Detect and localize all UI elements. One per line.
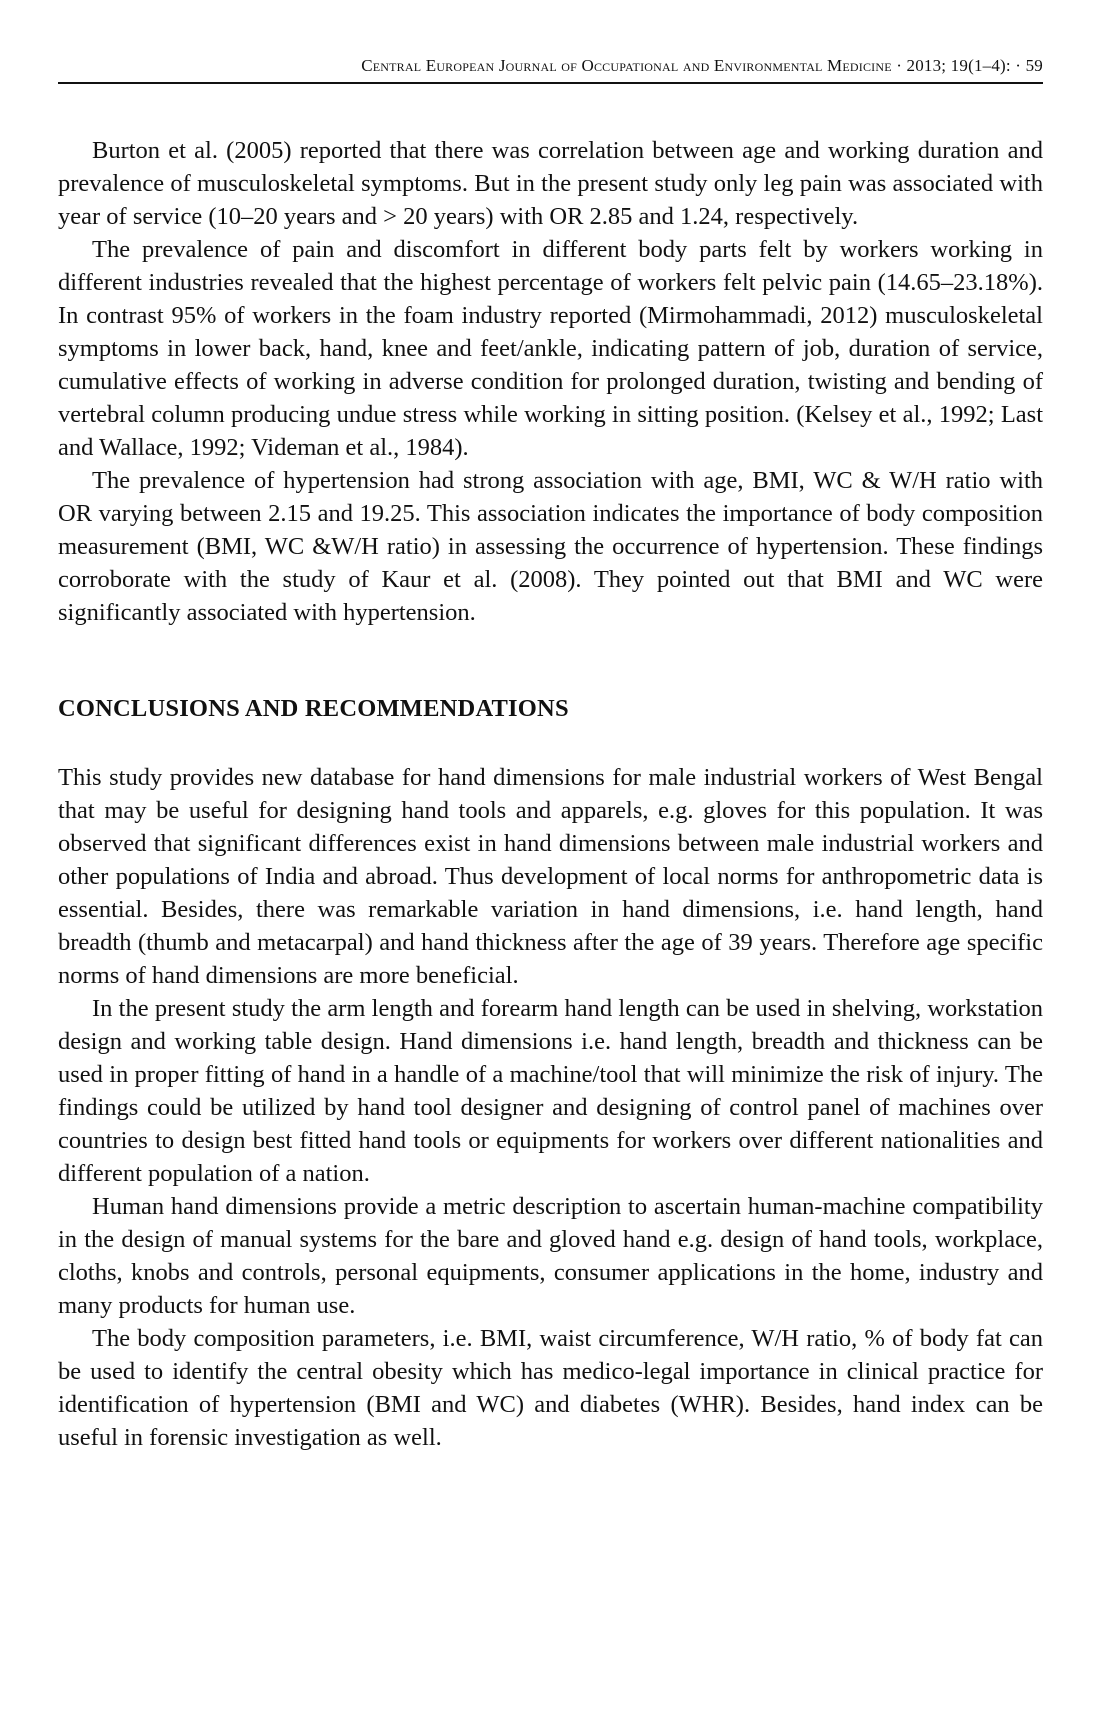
section-heading: CONCLUSIONS AND RECOMMENDATIONS xyxy=(58,695,569,722)
conclusion-paragraph: In the present study the arm length and forearm hand length can be used in shelving, workstation design and working table design. Hand dimensions i.e. hand length, breadth and thickness can be used in proper fitting of hand in a handle of a machine/tool that will minimize the risk of injury. The findings could be utilized by hand tool designer and designing of control panel of machines over countries to design best fitted hand tools or equipments for workers over different nationalities and different population of a nation. xyxy=(58,995,1043,1187)
article-body xyxy=(58,134,1043,1454)
conclusion-paragraph: Human hand dimensions provide a metric description to ascertain human-machine compatibility in the design of manual systems for the bare and gloved hand e.g. design of hand tools, workplace, cloths, knobs and controls, personal equipments, consumer applications in the home, industry and many products for human use. xyxy=(58,1193,1043,1319)
discussion-paragraph: The prevalence of pain and discomfort in different body parts felt by workers working in different industries revealed that the highest percentage of workers felt pelvic pain (14.65–23.18%). In contrast 95% of workers in the foam industry reported (Mirmohammadi, 2012) musculoskeletal symptoms in lower back, hand, knee and feet/ankle, indicating pattern of job, duration of service, cumulative effects of working in adverse condition for prolonged duration, twisting and bending of vertebral column producing undue stress while working in sitting position. (Kelsey et al., 1992; Last and Wallace, 1992; Videman et al., 1984). xyxy=(58,236,1043,461)
journal-title: Central European Journal of Occupational and Environmental Medicine xyxy=(361,56,892,75)
issue-citation: · 2013; 19(1–4): · 59 xyxy=(891,56,1043,75)
journal-page xyxy=(58,56,1043,1454)
discussion-paragraph: Burton et al. (2005) reported that there was correlation between age and working duration and prevalence of musculoskeletal symptoms. But in the present study only leg pain was associated with year of service (10–20 years and > 20 years) with OR 2.85 and 1.24, respectively. xyxy=(58,137,1043,230)
conclusion-paragraph: This study provides new database for hand dimensions for male industrial workers of West Bengal that may be useful for designing hand tools and apparels, e.g. gloves for this population. It was observed that significant differences exist in hand dimensions between male industrial workers and other populations of India and abroad. Thus development of local norms for anthropometric data is essential. Besides, there was remarkable variation in hand dimensions, i.e. hand length, hand breadth (thumb and metacarpal) and hand thickness after the age of 39 years. Therefore age specific norms of hand dimensions are more beneficial. xyxy=(58,764,1043,989)
conclusion-paragraph: The body composition parameters, i.e. BMI, waist circumference, W/H ratio, % of body fat can be used to identify the central obesity which has medico-legal importance in clinical practice for identification of hypertension (BMI and WC) and diabetes (WHR). Besides, hand index can be useful in forensic investigation as well. xyxy=(58,1325,1043,1451)
discussion-paragraph: The prevalence of hypertension had strong association with age, BMI, WC & W/H ratio with OR varying between 2.15 and 19.25. This association indicates the importance of body composition measurement (BMI, WC &W/H ratio) in assessing the occurrence of hypertension. These findings corroborate with the study of Kaur et al. (2008). They pointed out that BMI and WC were significantly associated with hypertension. xyxy=(58,467,1043,626)
running-head xyxy=(58,56,1043,84)
